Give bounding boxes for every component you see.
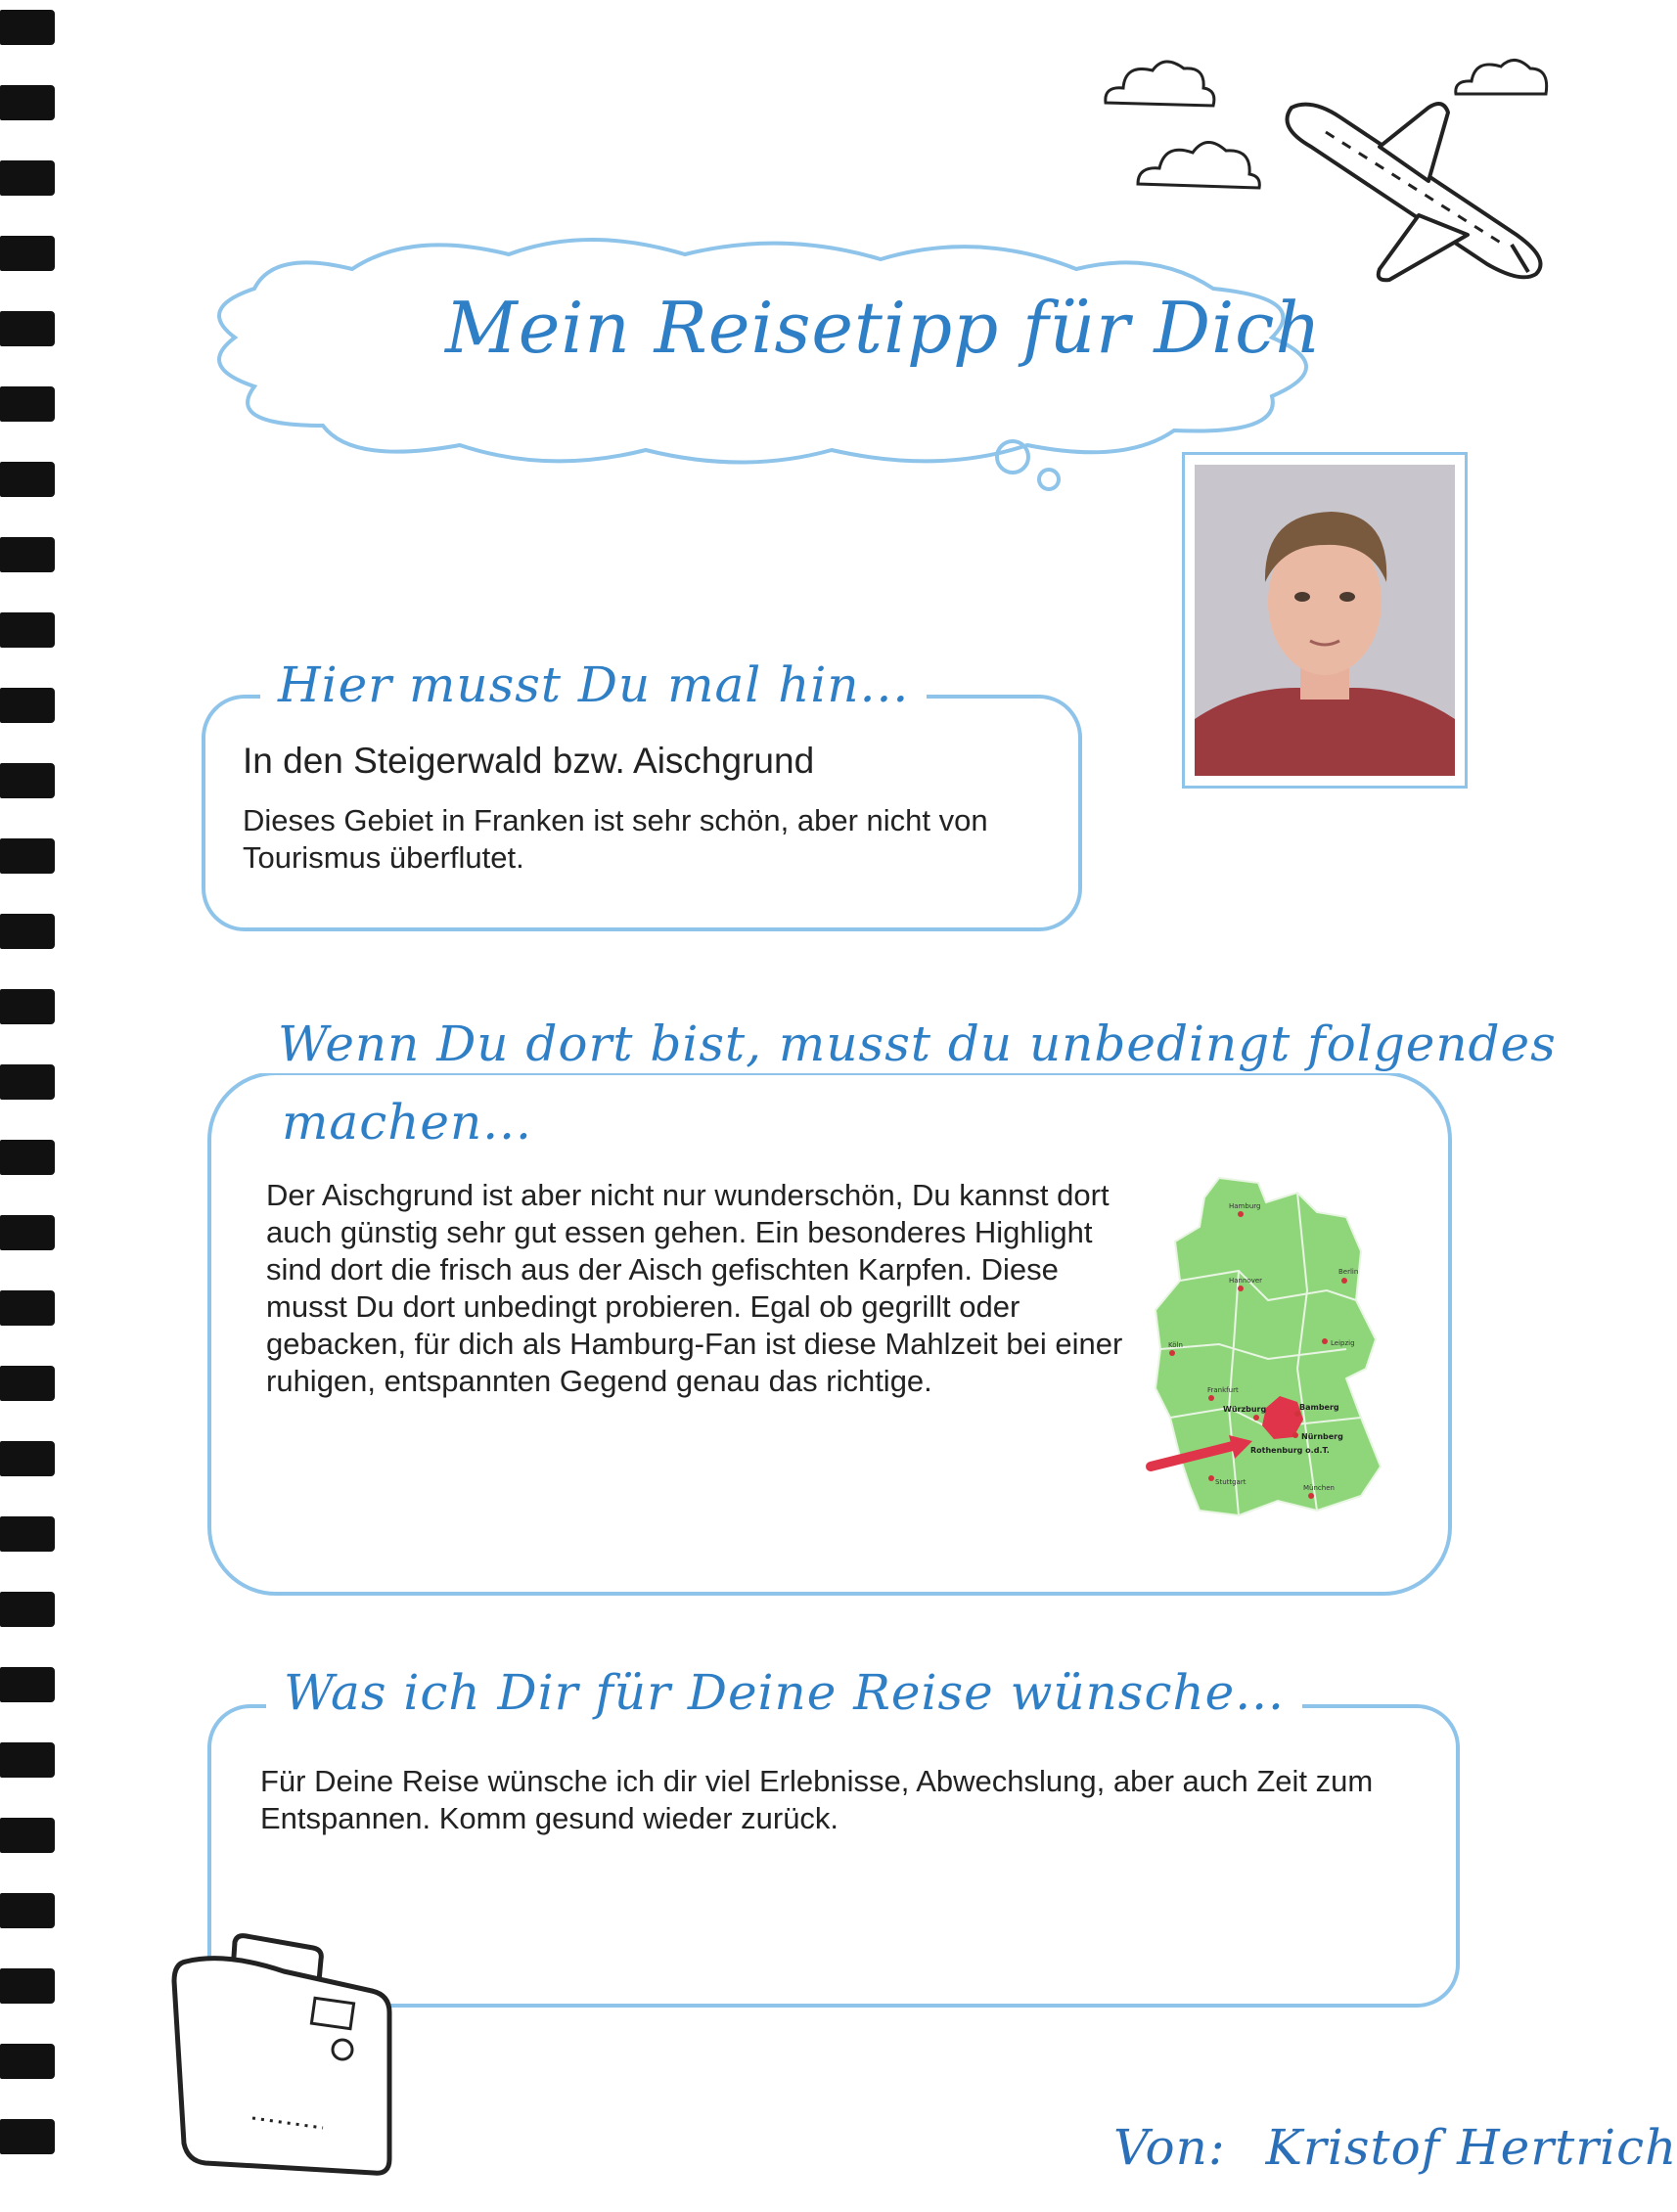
binding-hole: [0, 10, 55, 45]
signature-name: Kristof Hertrich: [1265, 2119, 1677, 2176]
portrait-photo-frame: [1182, 452, 1468, 789]
binding-hole: [0, 1592, 55, 1627]
binding-hole: [0, 236, 55, 271]
binding-hole: [0, 537, 55, 572]
binding-hole: [0, 1667, 55, 1702]
binding-hole: [0, 914, 55, 949]
binding-hole: [0, 688, 55, 723]
binding-hole: [0, 1968, 55, 2004]
activities-text: Der Aischgrund ist aber nicht nur wunderschön, Du kannst dort auch günstig sehr gut essen gehen. Ein besonderes Highlight sind dort die frisch aus der Aisch gefischten Karpfen. Diese musst Du dort unbedingt probieren. Egal ob gegrillt oder gebacken, für dich als Hamburg-Fan ist diese Mahlzeit bei einer ruhigen, entspannten Gegend genau das richtige.: [266, 1178, 1123, 1398]
germany-map: [1151, 1173, 1385, 1531]
binding-hole: [0, 612, 55, 648]
map-city-label: Rothenburg o.d.T.: [1250, 1446, 1330, 1455]
section-destination: [202, 656, 1082, 931]
binding-hole: [0, 838, 55, 874]
signature-prefix: Von:: [1113, 2119, 1226, 2176]
section-activities-heading-cont: machen...: [282, 1094, 532, 1151]
binding-hole: [0, 2044, 55, 2079]
section-activities-heading: Wenn Du dort bist, musst du unbedingt folgendes: [260, 1015, 1574, 1073]
map-city-label: Bamberg: [1299, 1403, 1339, 1412]
page-title: Mein Reisetipp für Dich: [445, 287, 1322, 369]
map-city-label: Frankfurt: [1207, 1386, 1239, 1394]
map-city-label: München: [1303, 1484, 1335, 1492]
map-city-label: Hannover: [1229, 1277, 1263, 1285]
binding-hole: [0, 763, 55, 798]
cloud-icon: [1130, 127, 1267, 196]
portrait-photo: [1195, 465, 1455, 776]
binding-hole: [0, 989, 55, 1024]
suitcase-icon: [166, 1932, 401, 2182]
binding-hole: [0, 462, 55, 497]
destination-text: Dieses Gebiet in Franken ist sehr schön, aber nicht von Tourismus überflutet.: [243, 803, 988, 875]
section-destination-heading: Hier musst Du mal hin...: [260, 655, 927, 714]
section-wishes-heading: Was ich Dir für Deine Reise wünsche...: [266, 1663, 1302, 1722]
cloud-icon: [1096, 49, 1223, 117]
map-city-label: Hamburg: [1229, 1202, 1261, 1210]
binding-hole: [0, 1742, 55, 1778]
signature: [1113, 2118, 1677, 2177]
binding-hole: [0, 311, 55, 346]
map-city-label: Leipzig: [1331, 1339, 1355, 1347]
binding-hole: [0, 1366, 55, 1401]
binding-hole: [0, 1064, 55, 1100]
spiral-binding: [0, 0, 59, 2212]
map-city-label: Berlin: [1338, 1268, 1359, 1276]
binding-hole: [0, 1441, 55, 1476]
binding-hole: [0, 1893, 55, 1928]
map-city-label: Köln: [1168, 1341, 1183, 1349]
binding-hole: [0, 2119, 55, 2154]
binding-hole: [0, 1290, 55, 1326]
section-activities: [207, 1016, 1557, 1596]
binding-hole: [0, 386, 55, 422]
binding-hole: [0, 1215, 55, 1250]
map-city-label: Stuttgart: [1215, 1478, 1246, 1486]
wishes-text: Für Deine Reise wünsche ich dir viel Erlebnisse, Abwechslung, aber auch Zeit zum Entspannen. Komm gesund wieder zurück.: [260, 1764, 1374, 1835]
destination-place: In den Steigerwald bzw. Aischgrund: [243, 741, 815, 781]
binding-hole: [0, 160, 55, 196]
map-city-label: Würzburg: [1223, 1405, 1267, 1414]
binding-hole: [0, 1140, 55, 1175]
binding-hole: [0, 85, 55, 120]
binding-hole: [0, 1516, 55, 1552]
map-city-label: Nürnberg: [1301, 1432, 1343, 1441]
binding-hole: [0, 1818, 55, 1853]
